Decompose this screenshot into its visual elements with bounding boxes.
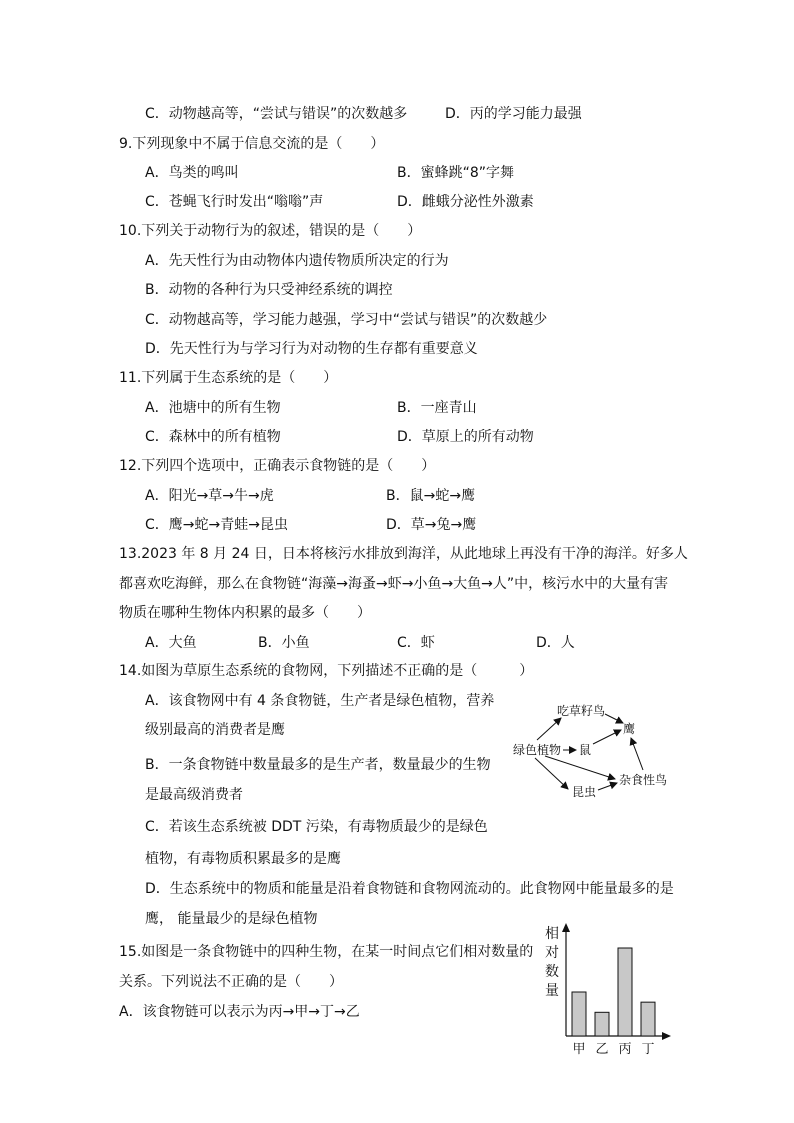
- q13-option-a: A．大鱼: [145, 635, 197, 651]
- q14-option-a-line1: A．该食物网中有 4 条食物链，生产者是绿色植物，营养: [145, 693, 495, 709]
- q9-option-d: D．雌蛾分泌性外激素: [397, 194, 534, 210]
- q9-option-a: A．鸟类的鸣叫: [145, 165, 239, 181]
- q11-option-c: C．森林中的所有植物: [145, 429, 281, 445]
- arrow-mouse-eagle: [593, 730, 621, 744]
- y-axis-label: [545, 925, 559, 999]
- bar-0: [572, 992, 586, 1036]
- q12-stem: 12.下列四个选项中，正确表示食物链的是（ ）: [119, 458, 436, 474]
- q12-option-d: D．草→兔→鹰: [386, 517, 477, 533]
- q12-option-b: B．鼠→蛇→鹰: [386, 488, 476, 504]
- arrow-insect-omnivore: [598, 783, 617, 790]
- web-node-plant: 绿色植物: [513, 743, 562, 757]
- q8-option-d: D．丙的学习能力最强: [445, 106, 582, 122]
- y-label-char-3: 量: [545, 983, 559, 999]
- q15-stem-line1: 15.如图是一条食物链中的四种生物，在某一时间点它们相对数量的: [119, 944, 534, 960]
- q13-stem-line1: 13.2023 年 8 月 24 日，日本将核污水排放到海洋，从此地球上再没有干净的海洋。好多人: [119, 546, 688, 562]
- x-tick-labels: [572, 1042, 654, 1057]
- relative-quantity-bar-chart: [540, 922, 680, 1062]
- q10-stem: 10.下列关于动物行为的叙述，错误的是（ ）: [119, 223, 422, 239]
- q9-option-b: B．蜜蜂跳“8”字舞: [397, 165, 515, 181]
- arrow-plant-omnivore: [545, 756, 615, 779]
- q12-option-c: C．鹰→蛇→青蛙→昆虫: [145, 517, 288, 533]
- x-axis-arrowhead: [662, 1032, 671, 1040]
- q11-option-d: D．草原上的所有动物: [397, 429, 534, 445]
- q10-option-b: B．动物的各种行为只受神经系统的调控: [145, 282, 393, 298]
- q11-option-b: B．一座青山: [397, 400, 477, 416]
- q14-option-d-line1: D．生态系统中的物质和能量是沿着食物链和食物网流动的。此食物网中能量最多的是: [145, 881, 674, 897]
- web-node-seed-bird: 吃草籽鸟: [557, 704, 606, 718]
- q15-stem-line2: 关系。下列说法不正确的是（ ）: [119, 974, 343, 990]
- q14-option-b-line2: 是最高级消费者: [145, 787, 243, 803]
- x-tick-label-0: 甲: [572, 1042, 586, 1057]
- web-node-omnivore: 杂食性鸟: [619, 773, 668, 787]
- q8-option-c: C．动物越高等，“尝试与错误”的次数越多: [145, 106, 408, 122]
- q14-option-c-line1: C．若该生态系统被 DDT 污染，有毒物质最少的是绿色: [145, 819, 488, 835]
- arrow-seedbird-eagle: [605, 714, 623, 723]
- q10-option-c: C．动物越高等，学习能力越强，学习中“尝试与错误”的次数越少: [145, 312, 548, 328]
- q14-option-a-line2: 级别最高的消费者是鹰: [145, 722, 285, 738]
- q9-stem: 9.下列现象中不属于信息交流的是（ ）: [119, 136, 385, 152]
- arrow-plant-seedbird: [537, 718, 561, 740]
- y-label-char-1: 对: [545, 945, 559, 961]
- q14-option-d-line2: 鹰， 能量最少的是绿色植物: [145, 911, 318, 927]
- q13-stem-line2: 都喜欢吃海鲜，那么在食物链“海藻→海蚤→虾→小鱼→大鱼→人”中，核污水中的大量有害: [119, 576, 669, 592]
- web-node-insect: 昆虫: [572, 785, 597, 799]
- q14-option-b-line1: B．一条食物链中数量最多的是生产者，数量最少的生物: [145, 757, 491, 773]
- q13-option-d: D．人: [536, 635, 575, 651]
- bar-1: [595, 1012, 609, 1036]
- web-node-mouse: 鼠: [579, 743, 592, 757]
- q15-option-a: A．该食物链可以表示为丙→甲→丁→乙: [119, 1004, 360, 1020]
- q10-option-a: A．先天性行为由动物体内遗传物质所决定的行为: [145, 253, 449, 269]
- q14-option-c-line2: 植物，有毒物质积累最多的是鹰: [145, 851, 341, 867]
- arrow-omnivore-eagle: [631, 738, 643, 770]
- y-axis-arrowhead: [562, 923, 570, 932]
- q12-option-a: A．阳光→草→牛→虎: [145, 488, 274, 504]
- x-tick-label-1: 乙: [595, 1042, 609, 1057]
- bar-3: [641, 1002, 655, 1036]
- x-tick-label-3: 丁: [641, 1042, 655, 1057]
- q11-stem: 11.下列属于生态系统的是（ ）: [119, 370, 338, 386]
- q14-stem: 14.如图为草原生态系统的食物网，下列描述不正确的是（ ）: [119, 663, 534, 679]
- web-node-eagle: 鹰: [623, 722, 636, 736]
- food-web-diagram: [505, 698, 680, 806]
- y-label-char-0: 相: [545, 926, 559, 942]
- x-tick-label-2: 丙: [618, 1042, 632, 1057]
- q11-option-a: A．池塘中的所有生物: [145, 400, 281, 416]
- q13-option-c: C．虾: [397, 635, 435, 651]
- q13-stem-line3: 物质在哪种生物体内积累的最多（ ）: [119, 605, 371, 621]
- y-label-char-2: 数: [545, 964, 559, 980]
- arrow-plant-insect: [535, 758, 568, 789]
- q10-option-d: D．先天性行为与学习行为对动物的生存都有重要意义: [145, 341, 478, 357]
- bars: [572, 948, 655, 1036]
- q9-option-c: C．苍蝇飞行时发出“嗡嗡”声: [145, 194, 324, 210]
- bar-2: [618, 948, 632, 1036]
- q13-option-b: B．小鱼: [258, 635, 310, 651]
